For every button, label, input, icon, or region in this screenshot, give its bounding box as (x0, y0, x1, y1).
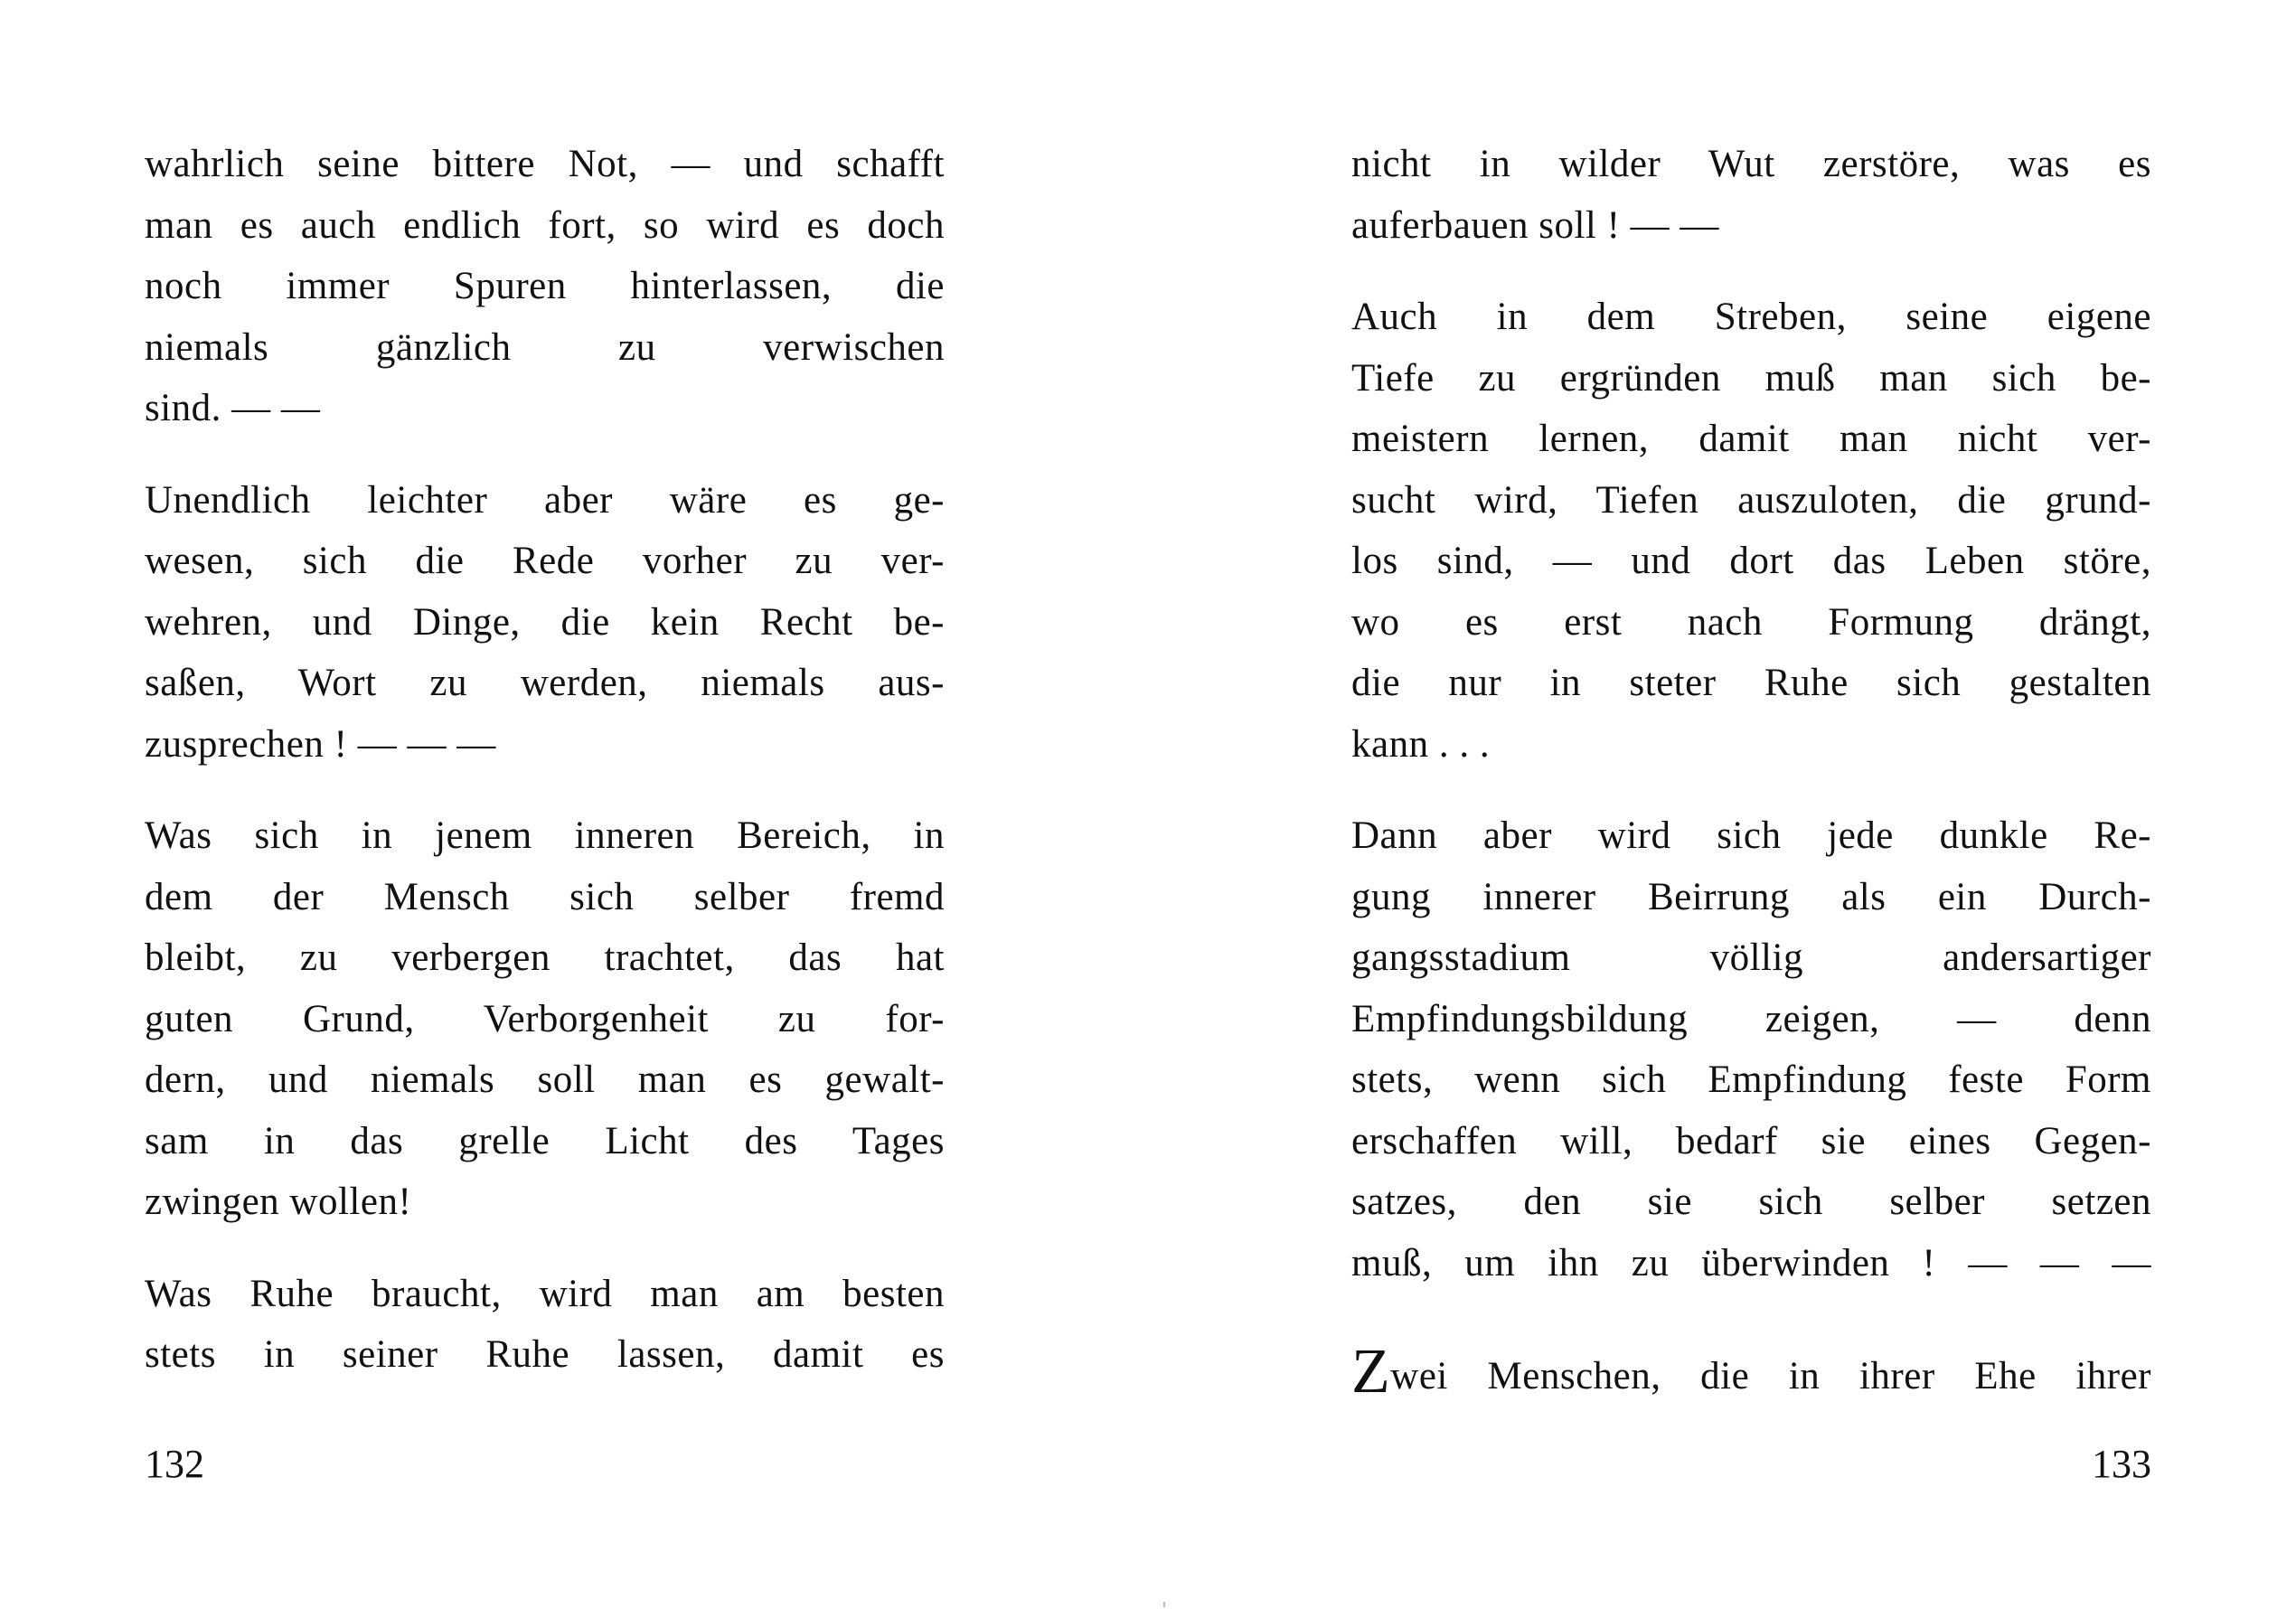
text-line: Tiefe zu ergründen muß man sich be- (1351, 356, 2151, 400)
paragraph (145, 1264, 945, 1386)
paragraph (145, 470, 945, 776)
text-line: stets, wenn sich Empfindung feste Form (1351, 1059, 2151, 1101)
left-page (145, 0, 945, 1609)
text-line: kann . . . (1351, 722, 1491, 766)
text-line: Was sich in jenem inneren Bereich, in (145, 814, 945, 857)
section-opening-paragraph (1351, 1337, 2151, 1407)
text-line: wehren, und Dinge, die kein Recht be- (145, 600, 945, 644)
text-line: erschaffen will, bedarf sie eines Gegen- (1351, 1119, 2151, 1162)
right-text-column (1351, 134, 2151, 1433)
text-line: gangsstadium völlig andersartiger (1351, 936, 2151, 979)
text-line: gung innerer Beirrung als ein Durch- (1351, 875, 2151, 918)
text-line: sam in das grelle Licht des Tages (145, 1119, 945, 1162)
text-line: zusprechen ! — — — (145, 722, 496, 766)
text-line: auferbauen soll ! — — (1351, 203, 1719, 247)
text-line: Was Ruhe braucht, wird man am besten (145, 1272, 945, 1315)
text-line: dem der Mensch sich selber fremd (145, 875, 945, 918)
text-line: man es auch endlich fort, so wird es doch (145, 203, 945, 247)
paragraph (145, 134, 945, 439)
paragraph (1351, 287, 2151, 775)
opening-text: wei Menschen, die in ihrer Ehe ihrer (1390, 1355, 2151, 1397)
right-page (1351, 0, 2151, 1609)
text-line: die nur in steter Ruhe sich gestalten (1351, 662, 2151, 704)
text-line: guten Grund, Verborgenheit zu for- (145, 997, 945, 1040)
text-line: meistern lernen, damit man nicht ver- (1351, 418, 2151, 460)
text-line: Empfindungsbildung zeigen, — denn (1351, 997, 2151, 1040)
text-line: sucht wird, Tiefen auszuloten, die grund- (1351, 478, 2151, 522)
text-line: nicht in wilder Wut zerstöre, was es (1351, 143, 2151, 185)
text-line: Auch in dem Streben, seine eigene (1351, 296, 2151, 338)
page-number: 133 (2092, 1442, 2151, 1486)
text-line: wahrlich seine bittere Not, — und schafft (145, 143, 945, 185)
left-text-column (145, 134, 945, 1416)
paragraph (1351, 805, 2151, 1294)
text-line: noch immer Spuren hinterlassen, die (145, 265, 945, 307)
paragraph (1351, 134, 2151, 256)
text-line: muß, um ihn zu überwinden ! — — — (1351, 1241, 2151, 1284)
text-line: saßen, Wort zu werden, niemals aus- (145, 662, 945, 704)
text-line: Unendlich leichter aber wäre es ge- (145, 478, 945, 522)
text-line: satzes, den sie sich selber setzen (1351, 1181, 2151, 1223)
text-line: wo es erst nach Formung drängt, (1351, 600, 2151, 644)
text-line: niemals gänzlich zu verwischen (145, 325, 945, 369)
initial-letter: Z (1351, 1337, 1391, 1407)
text-line (1351, 1337, 2151, 1407)
text-line: los sind, — und dort das Leben störe, (1351, 540, 2151, 582)
text-line: bleibt, zu verbergen trachtet, das hat (145, 936, 945, 979)
text-line: zwingen wollen! (145, 1181, 412, 1223)
text-line: Dann aber wird sich jede dunkle Re- (1351, 814, 2151, 857)
gutter-mark (1163, 1602, 1165, 1607)
text-line: stets in seiner Ruhe lassen, damit es (145, 1333, 945, 1376)
text-line: sind. — — (145, 387, 321, 429)
paragraph (145, 805, 945, 1233)
text-line: wesen, sich die Rede vorher zu ver- (145, 540, 945, 582)
text-line: dern, und niemals soll man es gewalt- (145, 1059, 945, 1101)
page-number: 132 (145, 1442, 204, 1486)
